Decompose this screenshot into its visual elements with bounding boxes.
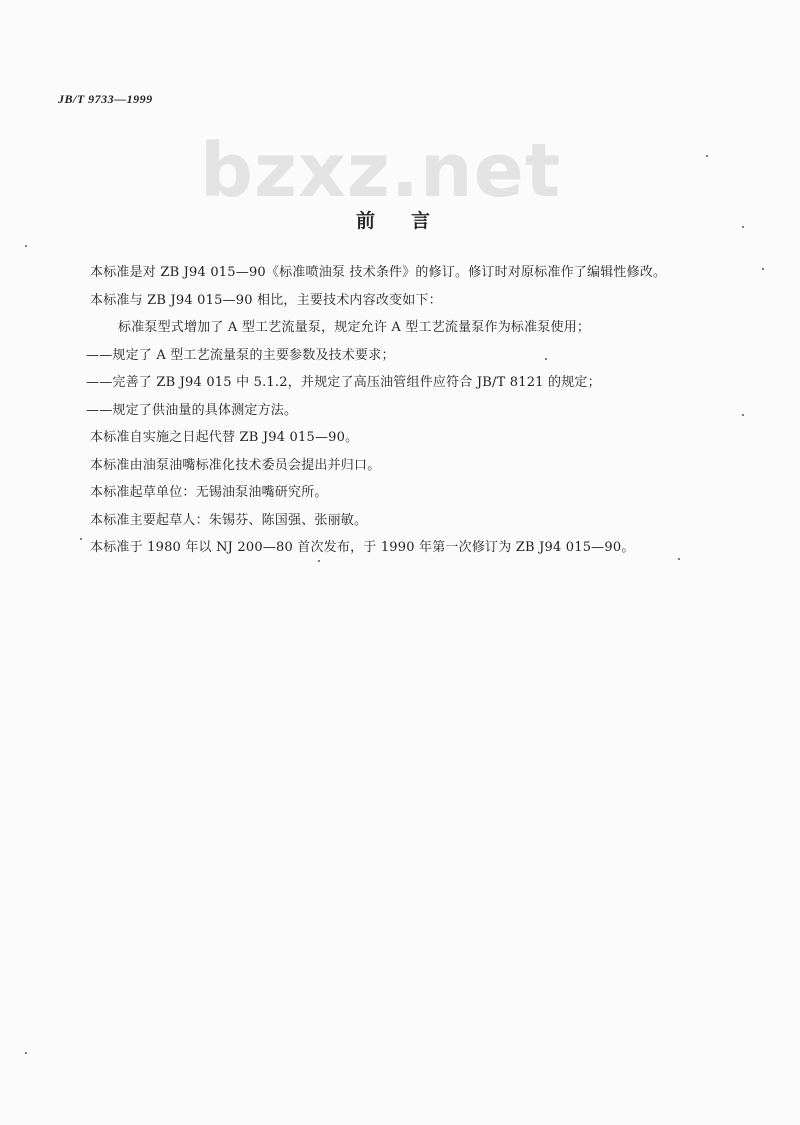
- scan-speck: [545, 358, 547, 360]
- page-title: 前言: [356, 210, 467, 232]
- scan-speck: [762, 268, 764, 270]
- scan-speck: [678, 558, 680, 560]
- foreword-line: 本标准于 1980 年以 NJ 200—80 首次发布，于 1990 年第一次修订为 ZB J94 015—90。: [90, 540, 635, 555]
- foreword-line: 本标准起草单位：无锡油泵油嘴研究所。: [90, 485, 328, 500]
- scan-speck: [742, 414, 744, 416]
- foreword-line: 本标准由油泵油嘴标准化技术委员会提出并归口。: [90, 457, 381, 473]
- watermark: bzxz.net: [200, 128, 562, 214]
- foreword-body: [86, 259, 780, 562]
- foreword-list-item: ——完善了 ZB J94 015 中 5.1.2，并规定了高压油管组件应符合 JB/T 8121 的规定；: [86, 375, 601, 390]
- standard-code: JB/T 9733—1999: [58, 92, 153, 106]
- scan-speck: [706, 155, 708, 157]
- foreword-line: 本标准自实施之日起代替 ZB J94 015—90。: [90, 430, 359, 445]
- foreword-line: 本标准与 ZB J94 015—90 相比，主要技术内容改变如下：: [90, 292, 442, 308]
- foreword-list-item: ——规定了 A 型工艺流量泵的主要参数及技术要求；: [86, 347, 395, 363]
- scan-speck: [25, 245, 27, 247]
- scan-speck: [25, 1052, 27, 1054]
- scan-speck: [80, 538, 82, 540]
- scan-speck: [742, 226, 744, 228]
- scan-speck: [318, 560, 320, 562]
- foreword-list-item: 标准泵型式增加了 A 型工艺流量泵，规定允许 A 型工艺流量泵作为标准泵使用；: [118, 320, 591, 335]
- foreword-list-item: ——规定了供油量的具体测定方法。: [86, 402, 298, 418]
- foreword-line: 本标准主要起草人：朱锡芬、陈国强、张丽敏。: [90, 512, 368, 528]
- foreword-line: 本标准是对 ZB J94 015—90《标准喷油泵 技术条件》的修订。修订时对原标准作了编辑性修改。: [90, 265, 667, 280]
